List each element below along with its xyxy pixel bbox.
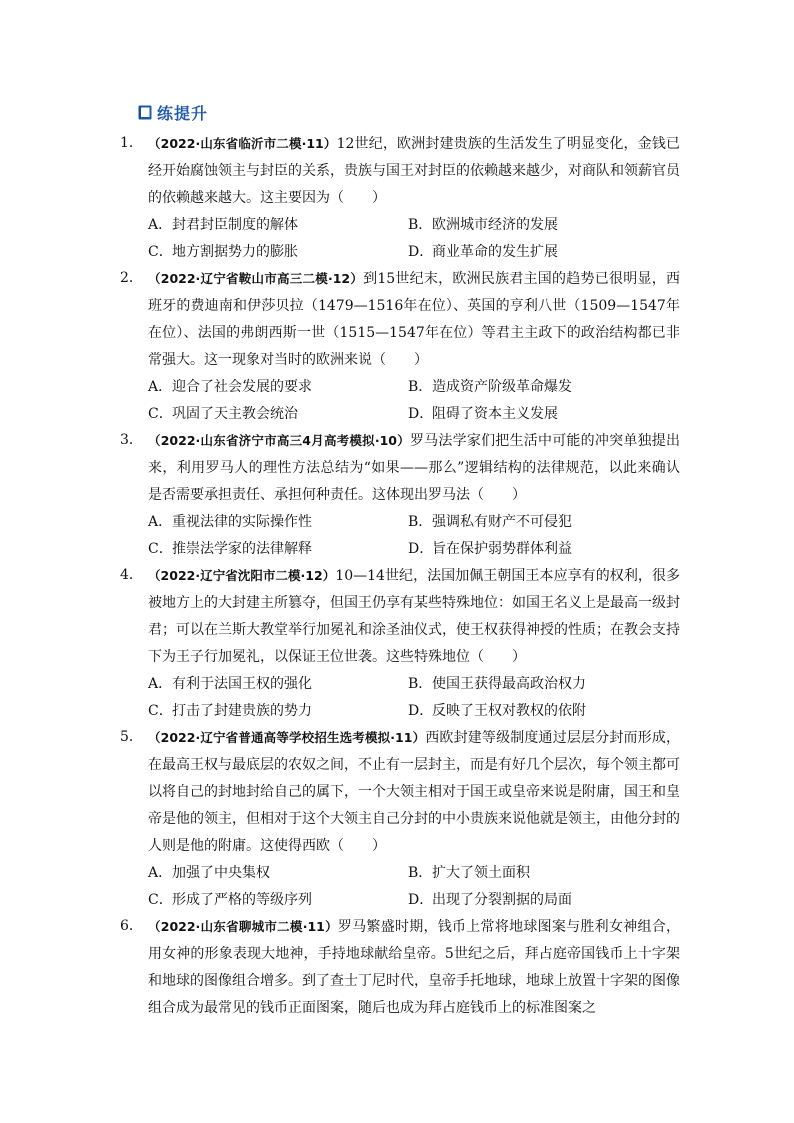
option-a[interactable]: A．封君封臣制度的解体 — [148, 217, 298, 233]
question-text: 西欧封建等级制度通过层层分封而形成，在最高王权与最底层的农奴之间，不止有一层封主，而是有好几个层次，每个领主都可以将自己的封地封给自己的属下，一个大领主相对于国王或皇帝来说是附庸，国王和皇帝是他的领主，但相对于这个大领主自己分封的中小贵族来说他就是领主，由他分封的人则是他的附庸。这使得西欧（ ） — [148, 730, 681, 854]
options — [148, 212, 680, 266]
question-source: （2022·山东省临沂市二模·11） — [148, 136, 337, 151]
option-b[interactable]: B．强调私有财产不可侵犯 — [408, 514, 572, 530]
question-stem — [148, 562, 680, 671]
question-number: 3． — [120, 432, 143, 448]
option-d[interactable]: D．商业革命的发生扩展 — [408, 244, 558, 260]
question-stem — [148, 724, 680, 860]
question-stem — [148, 265, 680, 374]
question-text: 罗马法学家们把生活中可能的冲突单独提出来，利用罗马人的理性方法总结为“如果——那么”逻辑结构的法律规范，以此来确认是否需要承担责任、承担何种责任。这体现出罗马法（ ） — [148, 433, 680, 503]
question-1 — [120, 130, 680, 265]
question-number: 1． — [120, 135, 143, 151]
question-stem — [148, 913, 680, 1022]
question-2 — [120, 265, 680, 427]
option-a[interactable]: A．加强了中央集权 — [148, 865, 270, 881]
book-icon — [138, 105, 152, 120]
option-c[interactable]: C．推崇法学家的法律解释 — [148, 541, 312, 557]
option-b[interactable]: B．扩大了领土面积 — [408, 865, 530, 881]
question-6 — [120, 913, 680, 1022]
question-number: 2． — [120, 270, 143, 286]
question-source: （2022·山东省聊城市二模·11） — [148, 919, 338, 934]
question-source: （2022·辽宁省沈阳市二模·12） — [148, 568, 336, 583]
option-b[interactable]: B．使国王获得最高政治权力 — [408, 676, 586, 692]
question-stem — [148, 130, 680, 212]
option-c[interactable]: C．打击了封建贵族的势力 — [148, 703, 312, 719]
option-d[interactable]: D．反映了王权对教权的依附 — [408, 703, 586, 719]
question-list — [120, 130, 680, 1022]
option-b[interactable]: B．造成资产阶级革命爆发 — [408, 379, 572, 395]
options — [148, 374, 680, 428]
options — [148, 671, 680, 725]
question-stem — [148, 427, 680, 509]
question-text: 12世纪，欧洲封建贵族的生活发生了明显变化，金钱已经开始腐蚀领主与封臣的关系，贵族与国王对封臣的依赖越来越少，对商队和领薪官员的依赖越来越大。这主要因为（ ） — [148, 136, 680, 206]
question-source: （2022·辽宁省普通高等学校招生选考模拟·11） — [148, 730, 426, 745]
option-a[interactable]: A．重视法律的实际操作性 — [148, 514, 312, 530]
section-heading — [138, 100, 208, 124]
question-source: （2022·山东省济宁市高三4月高考模拟·10） — [148, 433, 410, 448]
question-5 — [120, 724, 680, 913]
option-c[interactable]: C．形成了严格的等级序列 — [148, 892, 312, 908]
question-text: 10—14世纪，法国加佩王朝国王本应享有的权利，很多被地方上的大封建主所篡夺，但国王仍享有某些特殊地位：如国王名义上是最高一级封君；可以在兰斯大教堂举行加冕礼和涂圣油仪式，使王权获得神授的性质；在教会支持下为王子行加冕礼，以保证王位世袭。这些特殊地位（ ） — [148, 568, 680, 665]
option-d[interactable]: D．阻碍了资本主义发展 — [408, 406, 558, 422]
section-title: 练提升 — [157, 103, 209, 123]
option-d[interactable]: D．出现了分裂割据的局面 — [408, 892, 572, 908]
option-d[interactable]: D．旨在保护弱势群体利益 — [408, 541, 572, 557]
question-4 — [120, 562, 680, 724]
options — [148, 860, 680, 914]
question-3 — [120, 427, 680, 562]
option-b[interactable]: B．欧洲城市经济的发展 — [408, 217, 558, 233]
question-source: （2022·辽宁省鞍山市高三二模·12） — [148, 271, 364, 286]
question-text: 罗马繁盛时期，钱币上常将地球图案与胜利女神组合，用女神的形象表现大地神，手持地球献给皇帝。5世纪之后，拜占庭帝国钱币上十字架和地球的图像组合增多。到了查士丁尼时代，皇帝手托地球，地球上放置十字架的图像组合成为最常见的钱币正面图案，随后也成为拜占庭钱币上的标准图案之 — [148, 919, 681, 1016]
option-c[interactable]: C．巩固了天主教会统治 — [148, 406, 298, 422]
question-number: 6． — [120, 918, 143, 934]
options — [148, 509, 680, 563]
option-a[interactable]: A．有利于法国王权的强化 — [148, 676, 312, 692]
option-c[interactable]: C．地方割据势力的膨胀 — [148, 244, 298, 260]
option-a[interactable]: A．迎合了社会发展的要求 — [148, 379, 312, 395]
question-number: 4． — [120, 567, 143, 583]
question-number: 5． — [120, 729, 143, 745]
question-text: 到15世纪末，欧洲民族君主国的趋势已很明显，西班牙的费迪南和伊莎贝拉（1479—1516年在位）、英国的亨利八世（1509—1547年在位）、法国的弗朗西斯一世（1515—1547年在位）等君主主政下的政治结构都已非常强大。这一现象对当时的欧洲来说（ ） — [148, 271, 680, 368]
